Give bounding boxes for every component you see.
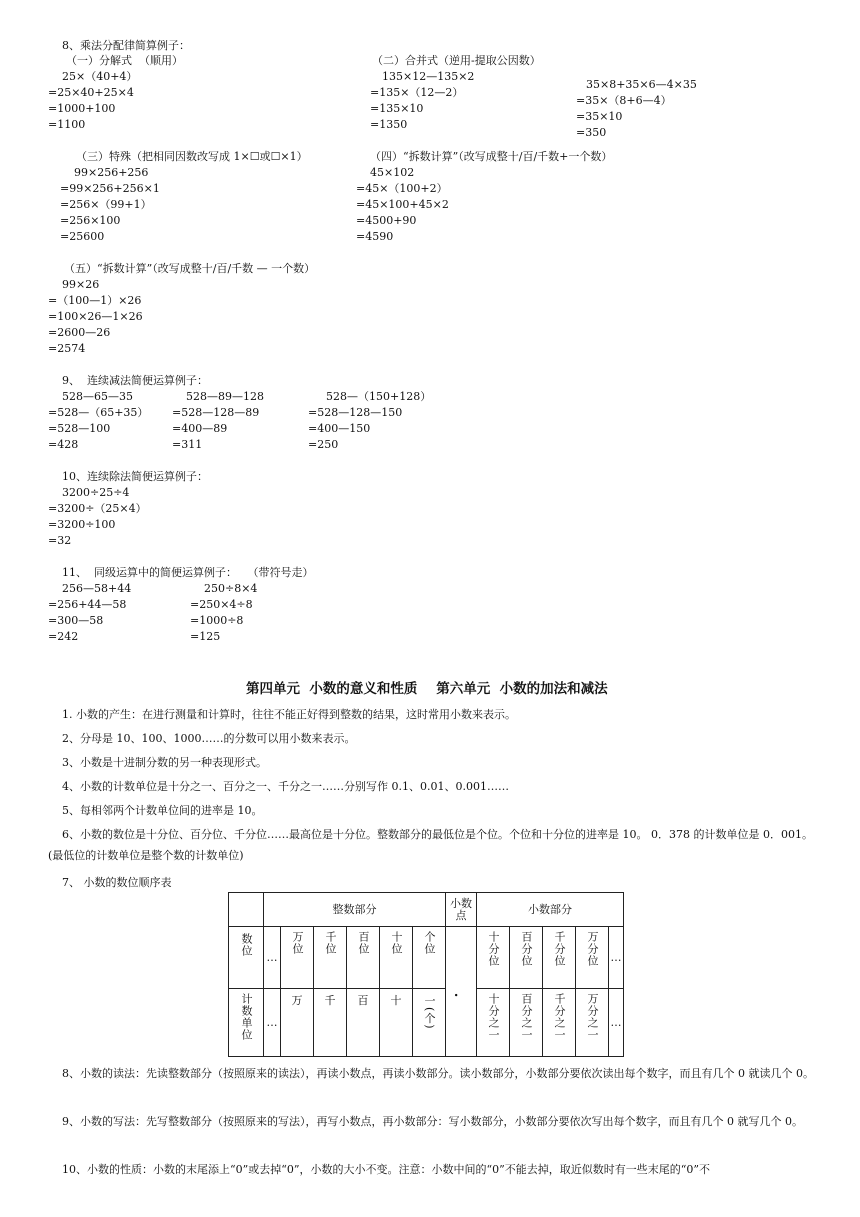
decimal-point-header: 小数点 bbox=[446, 893, 477, 927]
place-ten-thousandths: 万分位 bbox=[576, 927, 609, 989]
method-3-line: 99×256+256 bbox=[74, 166, 149, 179]
dots-left: … bbox=[264, 989, 281, 1057]
unit-ge: 一(个) bbox=[413, 989, 446, 1057]
place-wan: 万位 bbox=[281, 927, 314, 989]
method-5-line: =2600—26 bbox=[48, 326, 111, 339]
method-3-line: =99×256+256×1 bbox=[60, 182, 160, 195]
method-1-line: 25×（40+4） bbox=[62, 70, 138, 83]
point-8: 8、小数的读法：先读整数部分（按照原来的读法），再读小数点，再读小数部分。读小数部分，小数部分要依次读出每个数字，而且有几个 0 就读几个 0。 bbox=[62, 1067, 814, 1080]
method-5-line: =（100—1）×26 bbox=[48, 294, 142, 307]
method-3-line: =256×（99+1） bbox=[60, 198, 152, 211]
place-thousandths: 千分位 bbox=[543, 927, 576, 989]
same-a-line: =242 bbox=[48, 630, 79, 643]
div-line: =32 bbox=[48, 534, 72, 547]
sub-a-line: =428 bbox=[48, 438, 79, 451]
method-5-line: =2574 bbox=[48, 342, 86, 355]
method-1-line: =1100 bbox=[48, 118, 86, 131]
dots-right: … bbox=[609, 989, 624, 1057]
section-10-title: 10、连续除法简便运算例子： bbox=[62, 470, 208, 483]
method-2-line: =1350 bbox=[370, 118, 408, 131]
div-line: 3200÷25÷4 bbox=[62, 486, 130, 499]
place-qian: 千位 bbox=[314, 927, 347, 989]
div-line: =3200÷（25×4） bbox=[48, 502, 147, 515]
decimal-point-mark: ． bbox=[446, 927, 477, 1057]
unit-tenths: 十分之一 bbox=[477, 989, 510, 1057]
unit-qian: 千 bbox=[314, 989, 347, 1057]
point-4: 4、小数的计数单位是十分之一、百分之一、千分之一……分别写作 0.1、0.01、0.001…… bbox=[62, 780, 509, 793]
section-9-title: 9、 连续减法简便运算例子： bbox=[62, 374, 208, 387]
place-shi: 十位 bbox=[380, 927, 413, 989]
method-5-line: =100×26—1×26 bbox=[48, 310, 143, 323]
unit-thousandths: 千分之一 bbox=[543, 989, 576, 1057]
method-4-line: =4590 bbox=[356, 230, 394, 243]
point-1: 1. 小数的产生：在进行测量和计算时，往往不能正好得到整数的结果，这时常用小数来表示。 bbox=[62, 708, 516, 721]
place-value-table bbox=[228, 892, 624, 1057]
method-1-line: =1000+100 bbox=[48, 102, 116, 115]
sub-c-line: 528—（150+128） bbox=[326, 390, 432, 403]
method-2b-line: =350 bbox=[576, 126, 607, 139]
method-4-line: =45×100+45×2 bbox=[356, 198, 449, 211]
same-b-line: =250×4÷8 bbox=[190, 598, 253, 611]
sub-a-line: 528—65—35 bbox=[62, 390, 133, 403]
method-4-line: 45×102 bbox=[370, 166, 415, 179]
unit-wan: 万 bbox=[281, 989, 314, 1057]
sub-b-line: =400—89 bbox=[172, 422, 228, 435]
sub-b-line: 528—89—128 bbox=[186, 390, 264, 403]
point-6: 6、小数的数位是十分位、百分位、千分位……最高位是十分位。整数部分的最低位是个位。个位和十分位的进率是 10。 0．378 的计数单位是 0．001。(最低位的计数单位是整个数的计数单位) bbox=[48, 828, 813, 862]
point-5: 5、每相邻两个计数单位间的进率是 10。 bbox=[62, 804, 263, 817]
point-10: 10、小数的性质：小数的末尾添上“0”或去掉“0”，小数的大小不变。注意：小数中间的“0”不能去掉，取近似数时有一些末尾的“0”不 bbox=[62, 1163, 710, 1176]
sub-b-line: =528—128—89 bbox=[172, 406, 260, 419]
place-hundredths: 百分位 bbox=[510, 927, 543, 989]
section-11-title: 11、 同级运算中的简便运算例子： （带符号走） bbox=[62, 566, 314, 579]
method-3-line: =25600 bbox=[60, 230, 105, 243]
unit-shi: 十 bbox=[380, 989, 413, 1057]
method-4-head: （四）“拆数计算”（改写成整十/百/千数+一个数） bbox=[370, 150, 613, 163]
unit-hundredths: 百分之一 bbox=[510, 989, 543, 1057]
point-2: 2、分母是 10、100、1000……的分数可以用小数来表示。 bbox=[62, 732, 356, 745]
method-2-head: （二）合并式（逆用-提取公因数） bbox=[372, 54, 541, 67]
decimal-part-header: 小数部分 bbox=[477, 893, 624, 927]
row-label-place: 数位 bbox=[229, 927, 264, 989]
dots-left: … bbox=[264, 927, 281, 989]
sub-a-line: =528—100 bbox=[48, 422, 111, 435]
section-8-title: 8、乘法分配律简算例子： bbox=[62, 39, 190, 52]
place-tenths: 十分位 bbox=[477, 927, 510, 989]
method-2-line: =135×（12—2） bbox=[370, 86, 464, 99]
place-bai: 百位 bbox=[347, 927, 380, 989]
same-b-line: 250÷8×4 bbox=[204, 582, 258, 595]
same-a-line: =256+44—58 bbox=[48, 598, 127, 611]
method-2b-line: 35×8+35×6—4×35 bbox=[586, 78, 697, 91]
sub-c-line: =400—150 bbox=[308, 422, 371, 435]
unit-title: 第四单元 小数的意义和性质 第六单元 小数的加法和减法 bbox=[246, 681, 608, 697]
point-3: 3、小数是十进制分数的另一种表现形式。 bbox=[62, 756, 267, 769]
method-1-line: =25×40+25×4 bbox=[48, 86, 134, 99]
integer-part-header: 整数部分 bbox=[264, 893, 446, 927]
same-b-line: =125 bbox=[190, 630, 221, 643]
point-7: 7、 小数的数位顺序表 bbox=[62, 876, 172, 889]
sub-c-line: =250 bbox=[308, 438, 339, 451]
method-4-line: =4500+90 bbox=[356, 214, 417, 227]
sub-a-line: =528—（65+35） bbox=[48, 406, 149, 419]
sub-c-line: =528—128—150 bbox=[308, 406, 403, 419]
unit-bai: 百 bbox=[347, 989, 380, 1057]
unit-ten-thousandths: 万分之一 bbox=[576, 989, 609, 1057]
method-4-line: =45×（100+2） bbox=[356, 182, 448, 195]
point-9: 9、小数的写法：先写整数部分（按照原来的写法），再写小数点，再小数部分：写小数部分，小数部分要依次写出每个数字，而且有几个 0 就写几个 0。 bbox=[62, 1115, 803, 1128]
same-a-line: =300—58 bbox=[48, 614, 104, 627]
dots-right: … bbox=[609, 927, 624, 989]
method-2b-line: =35×（8+6—4） bbox=[576, 94, 672, 107]
place-ge: 个位 bbox=[413, 927, 446, 989]
method-3-line: =256×100 bbox=[60, 214, 121, 227]
method-5-head: （五）“拆数计算”（改写成整十/百/千数 — 一个数） bbox=[64, 262, 316, 275]
method-2-line: 135×12—135×2 bbox=[382, 70, 475, 83]
method-5-line: 99×26 bbox=[62, 278, 100, 291]
sub-b-line: =311 bbox=[172, 438, 203, 451]
same-a-line: 256—58+44 bbox=[62, 582, 132, 595]
row-label-unit: 计数单位 bbox=[229, 989, 264, 1057]
table-corner bbox=[229, 893, 264, 927]
div-line: =3200÷100 bbox=[48, 518, 116, 531]
method-2-line: =135×10 bbox=[370, 102, 424, 115]
same-b-line: =1000÷8 bbox=[190, 614, 244, 627]
method-3-head: （三）特殊（把相同因数改写成 1×☐或☐×1） bbox=[76, 150, 308, 163]
method-1-head: （一）分解式 （顺用） bbox=[66, 54, 183, 67]
method-2b-line: =35×10 bbox=[576, 110, 623, 123]
